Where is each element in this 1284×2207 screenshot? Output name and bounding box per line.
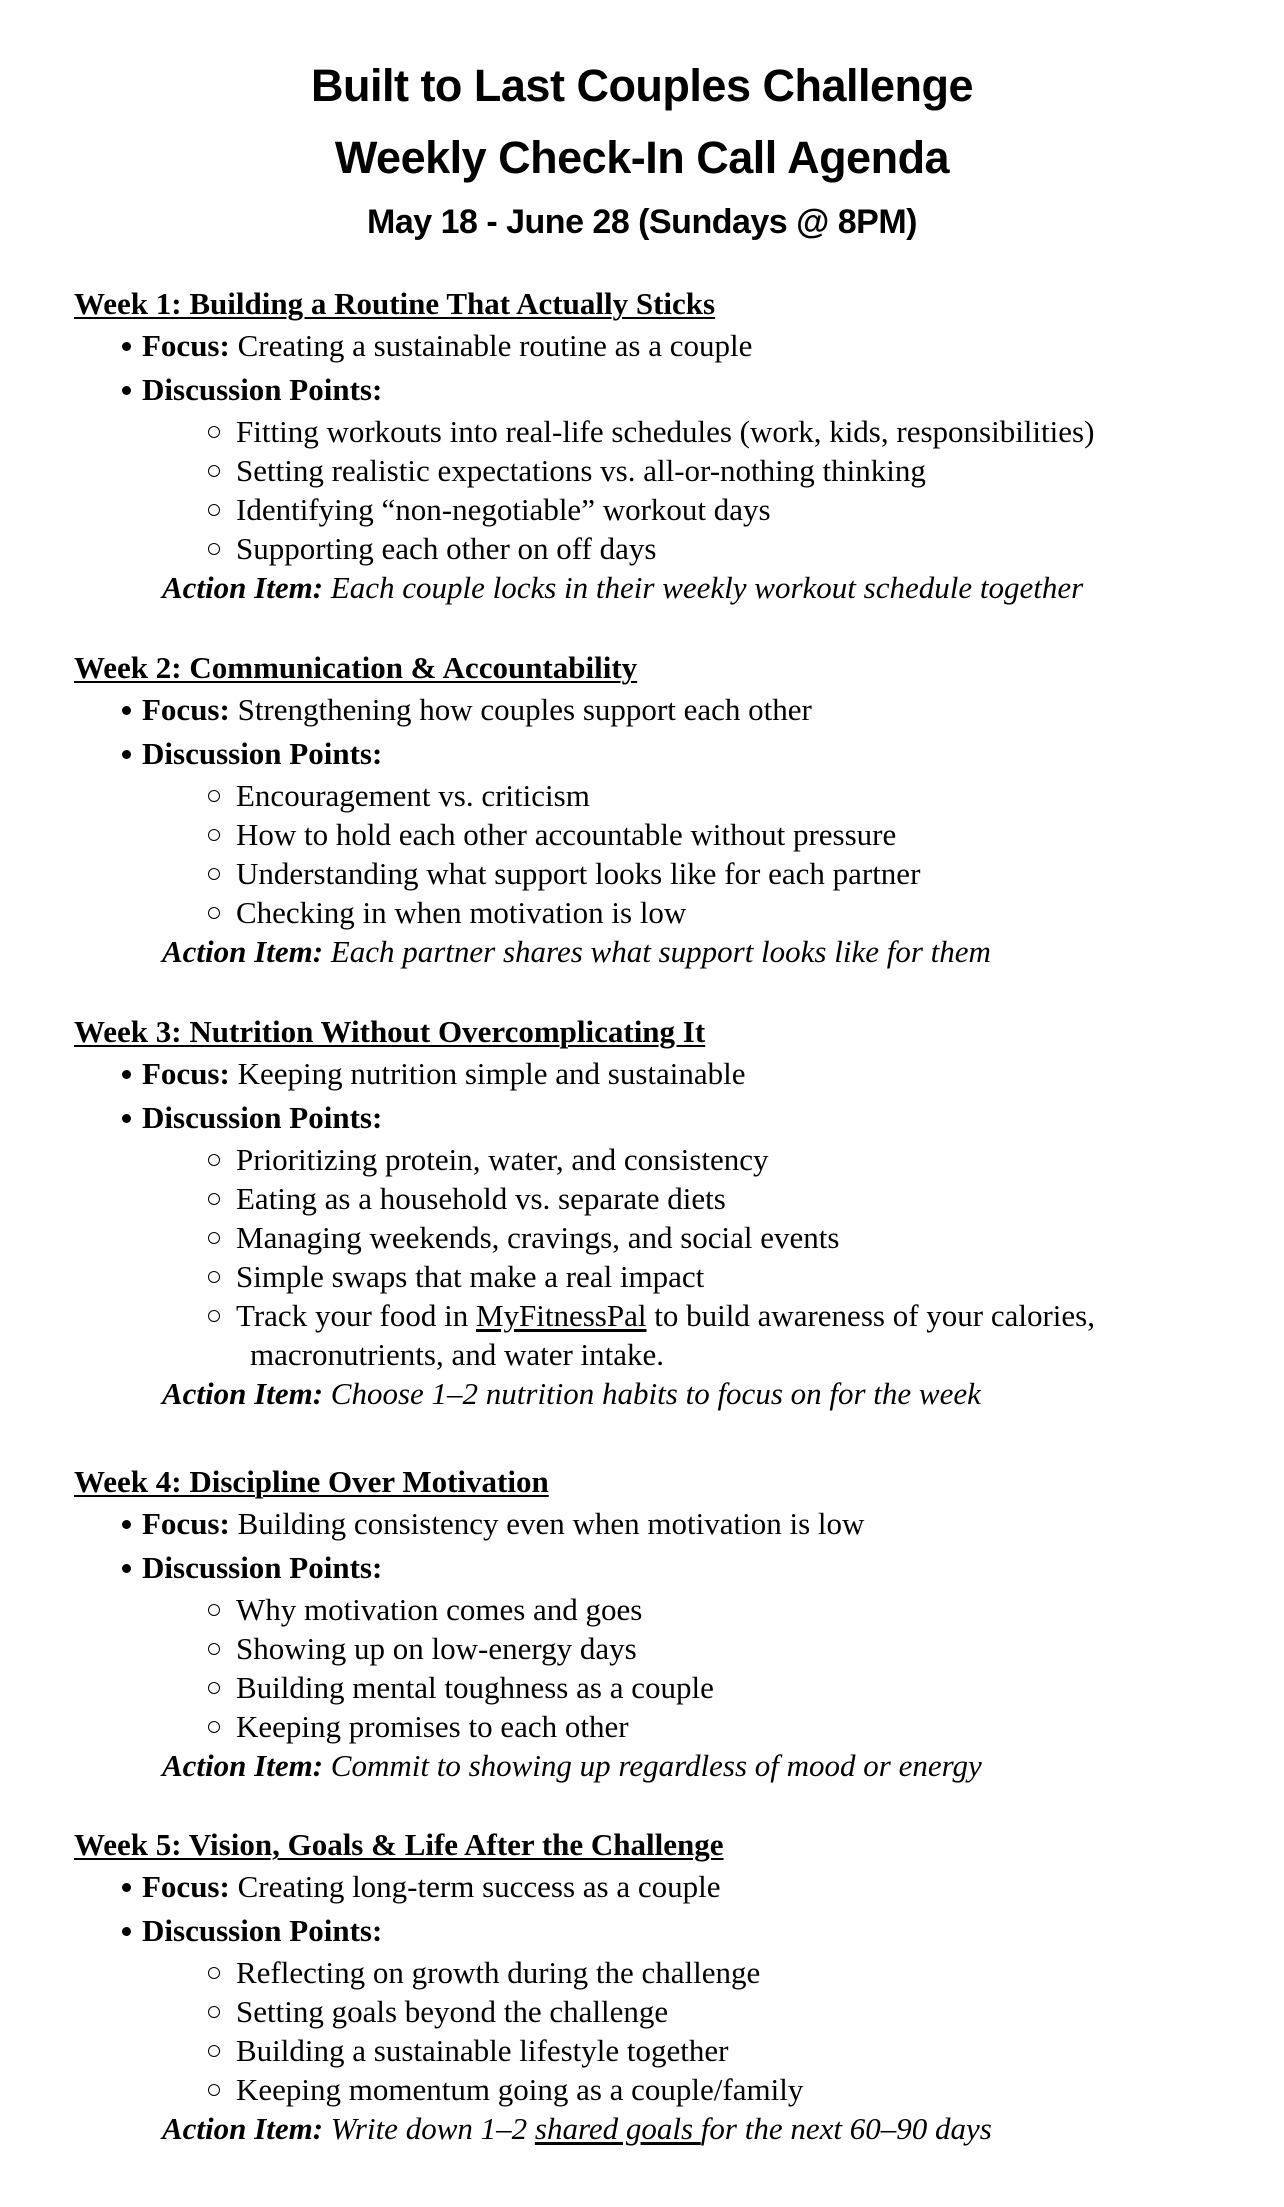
bullet-icon (122, 342, 131, 351)
discussion-label: Discussion Points: (142, 736, 383, 771)
week-3-action-text: Choose 1–2 nutrition habits to focus on for the week (330, 1376, 981, 1411)
week-4-action-item (74, 1746, 1254, 1786)
discussion-point: Building mental toughness as a couple (236, 1670, 714, 1705)
list-item (74, 1992, 1254, 2031)
week-4-title: Week 4: Discipline Over Motivation (74, 1464, 549, 1499)
circle-bullet-icon (208, 543, 220, 555)
week-3-discussion-heading (74, 1096, 1254, 1140)
discussion-point: Keeping promises to each other (236, 1709, 629, 1744)
shared-goals-text: shared goals (534, 2111, 701, 2146)
action-label: Action Item: (162, 2111, 324, 2146)
bullet-icon (122, 1564, 131, 1573)
week-4-discussion-heading (74, 1546, 1254, 1590)
myfitnesspal-link[interactable]: MyFitnessPal (475, 1298, 647, 1333)
week-1-title: Week 1: Building a Routine That Actually Sticks (74, 286, 716, 321)
document-title-line2: Weekly Check-In Call Agenda (334, 132, 950, 183)
list-item-continuation: macronutrients, and water intake. (250, 1337, 665, 1372)
discussion-point: Simple swaps that make a real impact (236, 1259, 705, 1294)
week-2-action-item (74, 932, 1254, 972)
bullet-icon (122, 1070, 131, 1079)
discussion-point: Track your food in (236, 1298, 476, 1333)
week-2-discussion-heading (74, 732, 1254, 776)
list-item (74, 451, 1254, 490)
focus-label: Focus: (142, 692, 230, 727)
circle-bullet-icon (208, 1604, 220, 1616)
week-5-action-text: Write down 1–2 (330, 2111, 535, 2146)
list-item (74, 854, 1254, 893)
action-label: Action Item: (162, 570, 324, 605)
discussion-label: Discussion Points: (142, 372, 383, 407)
list-item (74, 1257, 1254, 1296)
action-label: Action Item: (162, 934, 324, 969)
discussion-point: Prioritizing protein, water, and consistency (236, 1142, 769, 1177)
focus-label: Focus: (142, 1869, 230, 1904)
week-1-discussion-heading (74, 368, 1254, 412)
discussion-point: Managing weekends, cravings, and social events (236, 1220, 840, 1255)
discussion-point: Why motivation comes and goes (236, 1592, 643, 1627)
list-item (74, 776, 1254, 815)
week-4-focus-text: Building consistency even when motivation is low (237, 1506, 865, 1541)
focus-label: Focus: (142, 328, 230, 363)
list-item (74, 815, 1254, 854)
week-2-title: Week 2: Communication & Accountability (74, 650, 638, 685)
discussion-point: Keeping momentum going as a couple/family (236, 2072, 804, 2107)
circle-bullet-icon (208, 829, 220, 841)
discussion-point-continued: to build awareness of your calories, (646, 1298, 1095, 1333)
week-5-focus (74, 1865, 1254, 1909)
week-2-action-text: Each partner shares what support looks like for them (330, 934, 991, 969)
discussion-point: Setting realistic expectations vs. all-or-nothing thinking (236, 453, 926, 488)
document-title: Built to Last Couples Challenge (310, 60, 974, 111)
circle-bullet-icon (208, 1967, 220, 1979)
circle-bullet-icon (208, 1232, 220, 1244)
discussion-label: Discussion Points: (142, 1913, 383, 1948)
bullet-icon (122, 386, 131, 395)
week-1-focus-text: Creating a sustainable routine as a couple (237, 328, 753, 363)
bullet-icon (122, 706, 131, 715)
bullet-icon (122, 1520, 131, 1529)
list-item (74, 1140, 1254, 1179)
week-3-title: Week 3: Nutrition Without Overcomplicating It (74, 1014, 706, 1049)
list-item (74, 2070, 1254, 2109)
circle-bullet-icon (208, 1271, 220, 1283)
circle-bullet-icon (208, 1310, 220, 1322)
bullet-icon (122, 1114, 131, 1123)
week-4-section (74, 1462, 1254, 1786)
circle-bullet-icon (208, 1193, 220, 1205)
week-1-section (74, 284, 1254, 608)
focus-label: Focus: (142, 1056, 230, 1091)
week-5-section (74, 1825, 1254, 2149)
week-2-section (74, 648, 1254, 972)
list-item (74, 412, 1254, 451)
list-item (74, 893, 1254, 932)
discussion-point: Checking in when motivation is low (236, 895, 687, 930)
discussion-point: Building a sustainable lifestyle together (236, 2033, 729, 2068)
discussion-point: Understanding what support looks like for each partner (236, 856, 921, 891)
week-4-action-text: Commit to showing up regardless of mood or energy (330, 1748, 982, 1783)
week-3-action-item (74, 1374, 1254, 1414)
circle-bullet-icon (208, 465, 220, 477)
week-5-title: Week 5: Vision, Goals & Life After the Challenge (74, 1827, 724, 1862)
circle-bullet-icon (208, 790, 220, 802)
document-subtitle: May 18 - June 28 (Sundays @ 8PM) (367, 203, 917, 241)
action-label: Action Item: (162, 1376, 324, 1411)
action-label: Action Item: (162, 1748, 324, 1783)
week-5-action-item (74, 2109, 1254, 2149)
circle-bullet-icon (208, 2084, 220, 2096)
circle-bullet-icon (208, 504, 220, 516)
week-3-section (74, 1012, 1254, 1414)
circle-bullet-icon (208, 2006, 220, 2018)
week-3-focus (74, 1052, 1254, 1096)
list-item (74, 529, 1254, 568)
list-item (74, 1218, 1254, 1257)
circle-bullet-icon (208, 1643, 220, 1655)
discussion-point: Showing up on low-energy days (236, 1631, 637, 1666)
discussion-point: How to hold each other accountable without pressure (236, 817, 897, 852)
week-3-focus-text: Keeping nutrition simple and sustainable (237, 1056, 746, 1091)
week-5-focus-text: Creating long-term success as a couple (237, 1869, 721, 1904)
bullet-icon (122, 1927, 131, 1936)
list-item (74, 1707, 1254, 1746)
week-1-action-text: Each couple locks in their weekly workout schedule together (330, 570, 1084, 605)
list-item (74, 2031, 1254, 2070)
discussion-point: Identifying “non-negotiable” workout days (236, 492, 771, 527)
circle-bullet-icon (208, 1154, 220, 1166)
discussion-point: Encouragement vs. criticism (236, 778, 590, 813)
list-item (74, 1953, 1254, 1992)
circle-bullet-icon (208, 1721, 220, 1733)
bullet-icon (122, 750, 131, 759)
list-item (74, 1296, 1254, 1335)
discussion-point: Supporting each other on off days (236, 531, 657, 566)
discussion-point: Setting goals beyond the challenge (236, 1994, 669, 2029)
list-item (74, 1668, 1254, 1707)
list-item (74, 1179, 1254, 1218)
circle-bullet-icon (208, 426, 220, 438)
week-5-discussion-heading (74, 1909, 1254, 1953)
circle-bullet-icon (208, 2045, 220, 2057)
discussion-label: Discussion Points: (142, 1100, 383, 1135)
week-1-action-item (74, 568, 1254, 608)
focus-label: Focus: (142, 1506, 230, 1541)
discussion-point: Eating as a household vs. separate diets (236, 1181, 726, 1216)
discussion-point: Fitting workouts into real-life schedules (work, kids, responsibilities) (236, 414, 1095, 449)
week-4-focus (74, 1502, 1254, 1546)
circle-bullet-icon (208, 1682, 220, 1694)
list-item (74, 1590, 1254, 1629)
bullet-icon (122, 1883, 131, 1892)
circle-bullet-icon (208, 868, 220, 880)
list-item (74, 490, 1254, 529)
week-2-focus-text: Strengthening how couples support each other (237, 692, 812, 727)
discussion-label: Discussion Points: (142, 1550, 383, 1585)
week-1-focus (74, 324, 1254, 368)
week-5-action-text-end: for the next 60–90 days (700, 2111, 992, 2146)
discussion-point: Reflecting on growth during the challenge (236, 1955, 761, 1990)
week-2-focus (74, 688, 1254, 732)
list-item (74, 1629, 1254, 1668)
circle-bullet-icon (208, 907, 220, 919)
